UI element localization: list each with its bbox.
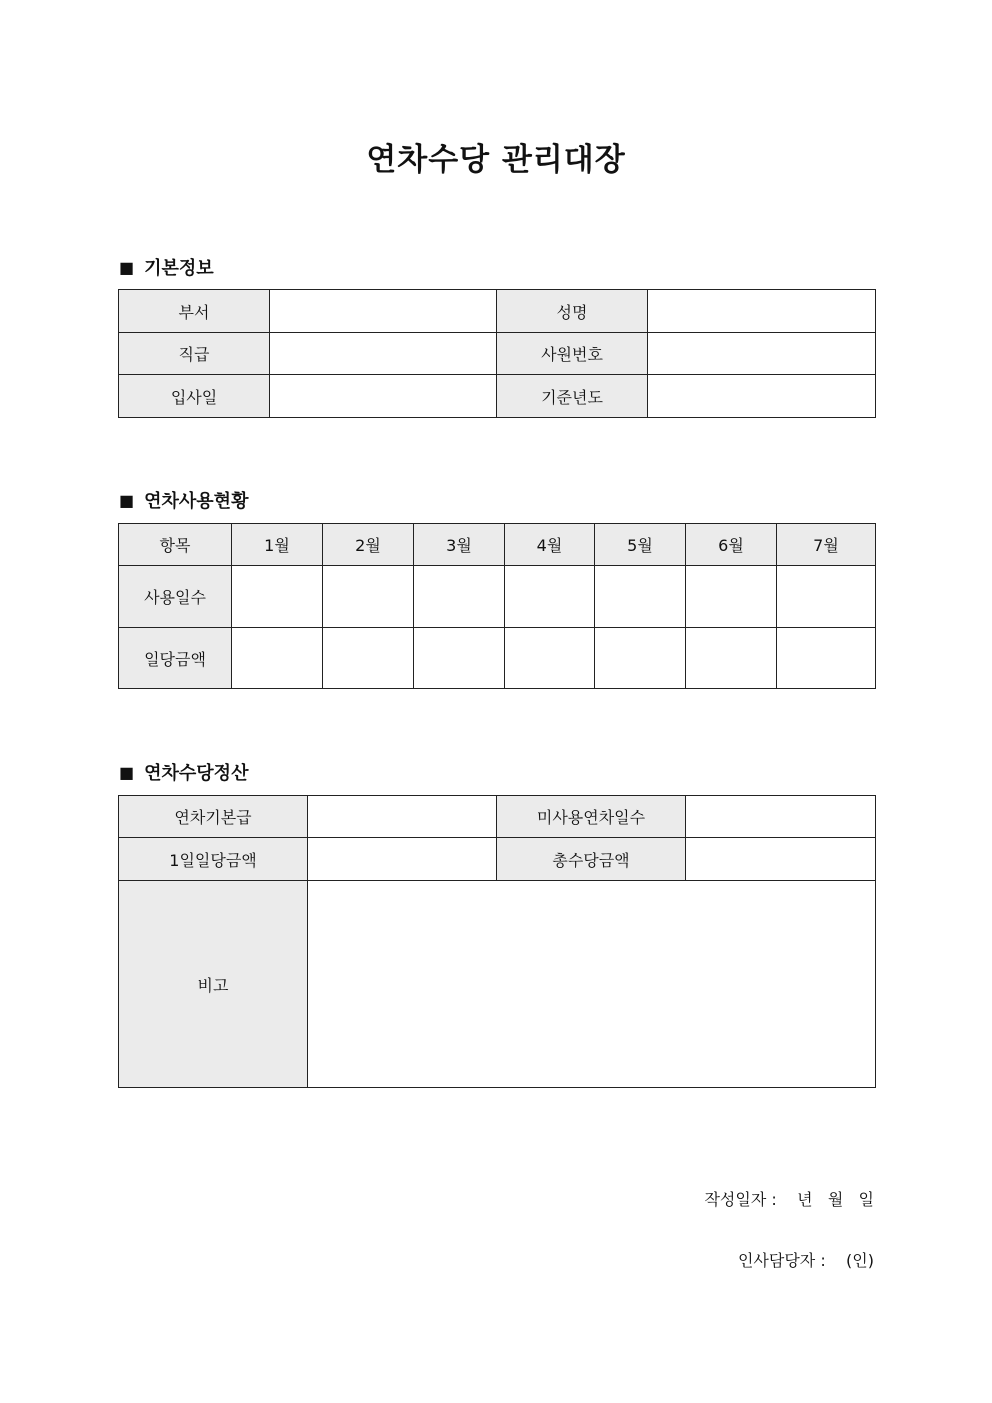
department-field[interactable] <box>270 290 497 333</box>
total-allowance-field[interactable] <box>686 838 876 881</box>
days-used-cell[interactable] <box>323 566 414 628</box>
label-department: 부서 <box>119 290 270 333</box>
settlement-table <box>118 795 876 1088</box>
label-daily-pay: 1일일당금액 <box>119 838 308 881</box>
days-used-cell[interactable] <box>414 566 505 628</box>
daily-amount-cell[interactable] <box>595 628 686 689</box>
square-bullet-icon: ■ <box>119 257 135 277</box>
remarks-field[interactable] <box>308 881 876 1088</box>
basic-info-table <box>118 289 876 418</box>
section-heading-basic-info <box>119 254 214 280</box>
days-used-cell[interactable] <box>595 566 686 628</box>
label-hire-date: 입사일 <box>119 375 270 418</box>
label-total-allowance: 총수당금액 <box>497 838 686 881</box>
label-base-year: 기준년도 <box>497 375 648 418</box>
square-bullet-icon: ■ <box>119 762 135 782</box>
square-bullet-icon: ■ <box>119 490 135 510</box>
label-base-pay: 연차기본급 <box>119 796 308 838</box>
section-heading-settlement <box>119 759 248 785</box>
table-row <box>119 290 876 333</box>
header-month-2: 2월 <box>323 524 414 566</box>
usage-table <box>118 523 876 689</box>
table-row <box>119 838 876 881</box>
section-heading-label: 연차수당정산 <box>144 763 249 784</box>
daily-amount-cell[interactable] <box>232 628 323 689</box>
table-row <box>119 628 876 689</box>
days-used-cell[interactable] <box>686 566 777 628</box>
daily-amount-cell[interactable] <box>505 628 595 689</box>
header-month-7: 7월 <box>777 524 876 566</box>
daily-amount-cell[interactable] <box>414 628 505 689</box>
table-row <box>119 881 876 1088</box>
rank-field[interactable] <box>270 333 497 375</box>
base-year-field[interactable] <box>648 375 876 418</box>
daily-amount-cell[interactable] <box>323 628 414 689</box>
section-heading-label: 연차사용현황 <box>144 491 249 512</box>
header-month-4: 4월 <box>505 524 595 566</box>
usage-header-row <box>119 524 876 566</box>
written-date-line: 작성일자 : 년 월 일 <box>704 1190 874 1209</box>
table-row <box>119 375 876 418</box>
days-used-cell[interactable] <box>232 566 323 628</box>
days-used-cell[interactable] <box>777 566 876 628</box>
label-daily-amount: 일당금액 <box>119 628 232 689</box>
page-title: 연차수당 관리대장 <box>366 142 626 178</box>
hire-date-field[interactable] <box>270 375 497 418</box>
unused-days-field[interactable] <box>686 796 876 838</box>
header-month-6: 6월 <box>686 524 777 566</box>
daily-amount-cell[interactable] <box>777 628 876 689</box>
header-item: 항목 <box>119 524 232 566</box>
label-rank: 직급 <box>119 333 270 375</box>
hr-manager-line: 인사담당자 : (인) <box>737 1251 874 1270</box>
table-row <box>119 333 876 375</box>
section-heading-label: 기본정보 <box>144 258 214 279</box>
name-field[interactable] <box>648 290 876 333</box>
section-heading-usage <box>119 487 248 513</box>
employee-number-field[interactable] <box>648 333 876 375</box>
header-month-5: 5월 <box>595 524 686 566</box>
table-row <box>119 796 876 838</box>
days-used-cell[interactable] <box>505 566 595 628</box>
label-name: 성명 <box>497 290 648 333</box>
daily-pay-field[interactable] <box>308 838 497 881</box>
daily-amount-cell[interactable] <box>686 628 777 689</box>
label-unused-days: 미사용연차일수 <box>497 796 686 838</box>
label-days-used: 사용일수 <box>119 566 232 628</box>
table-row <box>119 566 876 628</box>
base-pay-field[interactable] <box>308 796 497 838</box>
header-month-3: 3월 <box>414 524 505 566</box>
header-month-1: 1월 <box>232 524 323 566</box>
label-employee-number: 사원번호 <box>497 333 648 375</box>
label-remarks: 비고 <box>119 881 308 1088</box>
